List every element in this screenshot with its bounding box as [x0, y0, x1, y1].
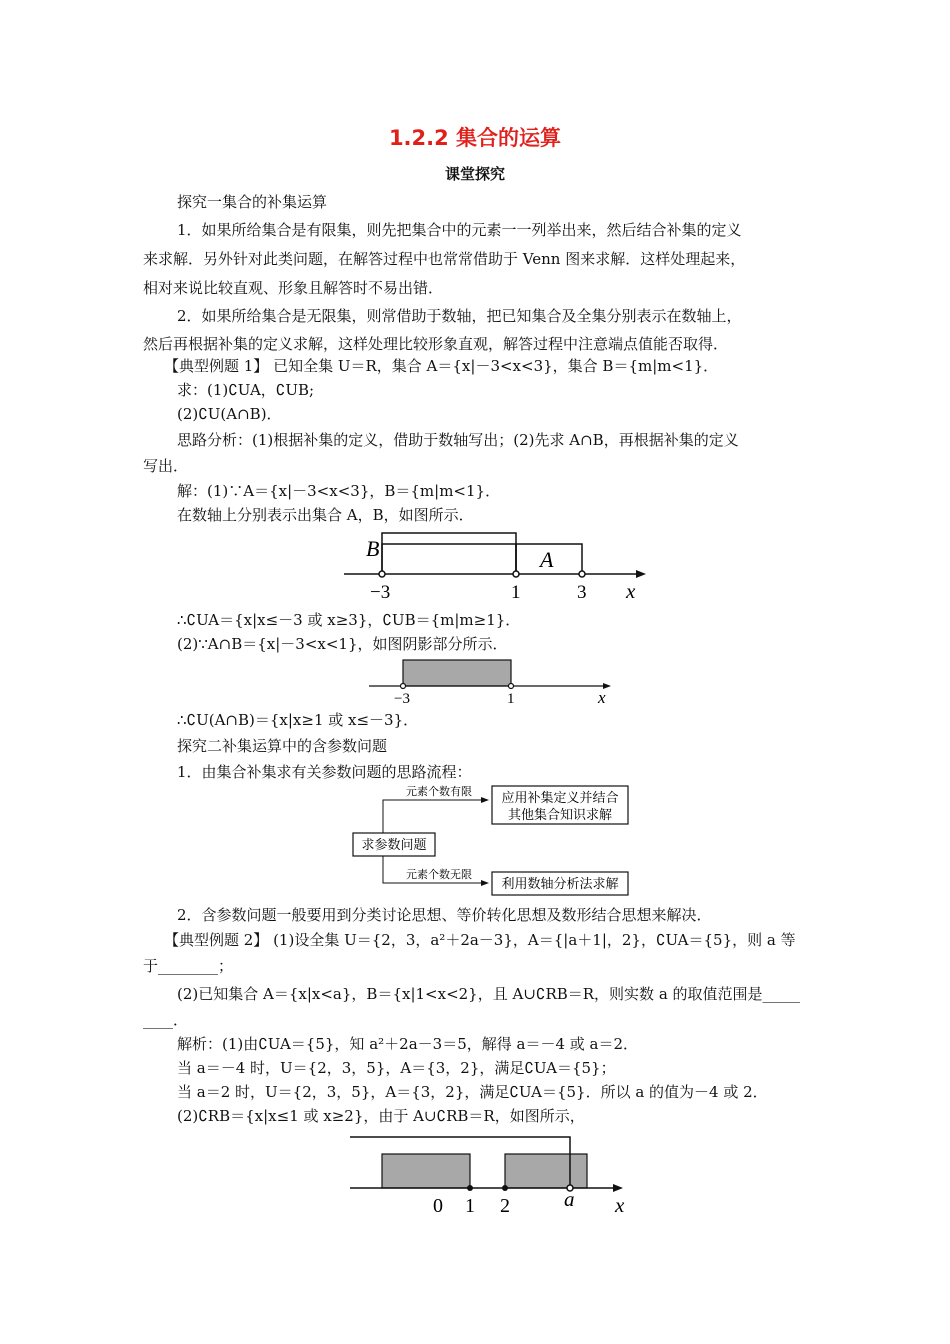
paragraph-line: 解：(1)∵A＝{x|－3<x<3}，B＝{m|m<1}． — [177, 482, 501, 500]
paragraph-line: 当 a＝－4 时，U＝{2，3，5}，A＝{3，2}，满足∁UA＝{5}； — [177, 1059, 616, 1077]
number-line-figure-1 — [340, 530, 660, 605]
paragraph-line: 来求解．另外针对此类问题，在解答过程中也常常借助于 Venn 图来求解．这样处理起来， — [143, 250, 746, 268]
heading-explore-2: 探究二补集运算中的含参数问题 — [177, 737, 388, 755]
tick-label: −3 — [370, 582, 391, 603]
flow-start-box: 求参数问题 — [361, 838, 427, 853]
paragraph-line: 思路分析：(1)根据补集的定义，借助于数轴写出；(2)先求 A∩B，再根据补集的定义 — [177, 431, 739, 449]
branch-infinite-label: 元素个数无限 — [406, 868, 472, 881]
paragraph-line: (2)已知集合 A＝{x|x<a}，B＝{x|1<x<2}，且 A∪∁RB＝R，则实数 a 的取值范围是_____ — [177, 985, 801, 1003]
example-2-statement: 【典型例题 2】 (1)设全集 U＝{2，3，a²＋2a－3}，A＝{|a＋1|，2}，∁UA＝{5}，则 a 等 — [164, 931, 796, 949]
paragraph-line: (2)∁U(A∩B)． — [177, 405, 282, 423]
tick-label: 1 — [465, 1195, 475, 1217]
paragraph-line: 相对来说比较直观、形象且解答时不易出错． — [143, 279, 444, 297]
example-1-statement: 【典型例题 1】 已知全集 U＝R，集合 A＝{x|－3<x<3}，集合 B＝{m|m<1}． — [164, 357, 719, 375]
tick-label: 0 — [433, 1195, 443, 1217]
paragraph-line: ∴∁UA＝{x|x≤－3 或 x≥3}，∁UB＝{m|m≥1}． — [177, 611, 521, 629]
paragraph-line: (2)∵A∩B＝{x|－3<x<1}，如图阴影部分所示． — [177, 635, 508, 653]
flow-box-infinite: 利用数轴分析法求解 — [501, 877, 619, 892]
paragraph-line: 2．含参数问题一般要用到分类讨论思想、等价转化思想及数形结合思想来解决． — [177, 906, 712, 924]
flow-box-finite-line2: 其他集合知识求解 — [507, 808, 613, 823]
axis-label: x — [626, 579, 636, 603]
number-line-figure-2 — [365, 658, 625, 708]
paragraph-line: (2)∁RB＝{x|x≤1 或 x≥2}，由于 A∪∁RB＝R，如图所示， — [177, 1107, 585, 1125]
axis-label: x — [615, 1193, 625, 1217]
paragraph-line: 写出． — [143, 457, 189, 475]
number-line-figure-3 — [345, 1128, 645, 1220]
heading-explore-1: 探究一集合的补集运算 — [177, 193, 328, 211]
tick-label: −3 — [394, 691, 410, 707]
label-set-b: B — [366, 536, 380, 561]
paragraph-line: 当 a＝2 时，U＝{2，3，5}，A＝{3，2}，满足∁UA＝{5}．所以 a 的值为－4 或 2． — [177, 1083, 768, 1101]
paragraph-line: 然后再根据补集的定义求解，这样处理比较形象直观，解答过程中注意端点值能否取得． — [143, 335, 729, 353]
paragraph-line: ____． — [143, 1011, 189, 1029]
paragraph-line: 解析：(1)由∁UA＝{5}，知 a²＋2a－3＝5，解得 a＝－4 或 a＝2． — [177, 1035, 639, 1053]
tick-label-a: a — [564, 1187, 575, 1211]
paragraph-line: ∴∁U(A∩B)＝{x|x≥1 或 x≤－3}． — [177, 711, 419, 729]
axis-label: x — [598, 688, 606, 707]
page-title: 1.2.2 集合的运算 — [388, 126, 562, 150]
branch-finite-label: 元素个数有限 — [406, 785, 472, 798]
section-subtitle: 课堂探究 — [444, 165, 505, 183]
paragraph-line: 1．由集合补集求有关参数问题的思路流程： — [177, 763, 472, 781]
tick-label: 2 — [500, 1195, 510, 1217]
label-set-a: A — [540, 547, 554, 572]
paragraph-line: 1．如果所给集合是有限集，则先把集合中的元素一一列举出来，然后结合补集的定义 — [177, 221, 742, 239]
paragraph-line: 求：(1)∁UA，∁UB; — [177, 381, 315, 399]
paragraph-line: 2．如果所给集合是无限集，则常借助于数轴，把已知集合及全集分别表示在数轴上， — [177, 307, 742, 325]
tick-label: 3 — [577, 582, 587, 603]
paragraph-line: 在数轴上分别表示出集合 A，B，如图所示． — [177, 506, 474, 524]
flow-box-finite-line1: 应用补集定义并结合 — [501, 791, 619, 806]
flowchart — [350, 782, 640, 900]
paragraph-line: 于________； — [143, 957, 234, 975]
tick-label: 1 — [507, 691, 515, 707]
tick-label: 1 — [511, 582, 521, 603]
